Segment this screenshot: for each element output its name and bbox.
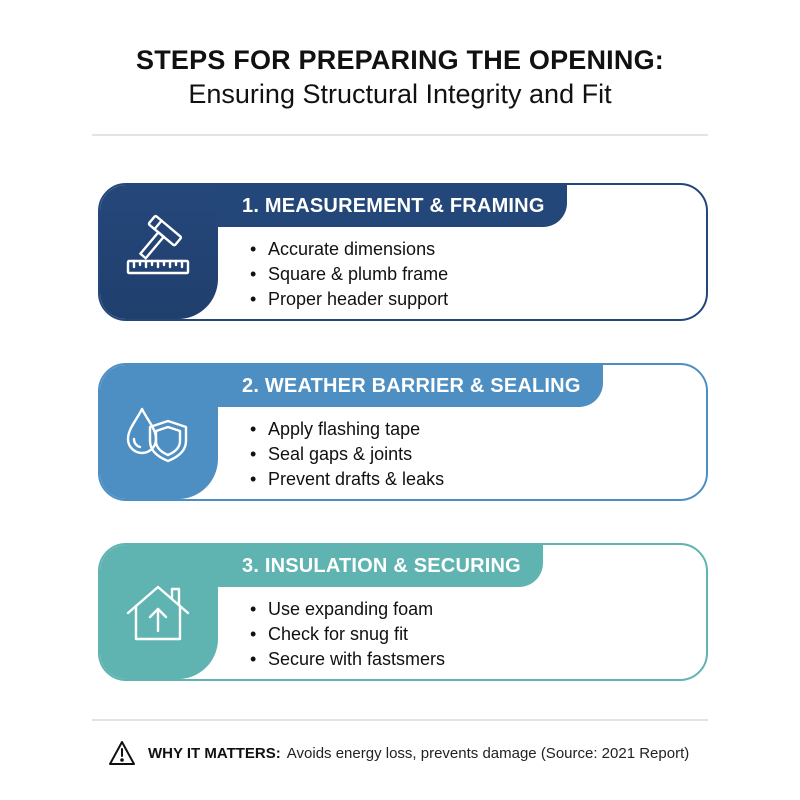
step-title: 2. WEATHER BARRIER & SEALING xyxy=(216,365,603,407)
list-item: • Apply flashing tape xyxy=(250,417,444,442)
list-item: • Seal gaps & joints xyxy=(250,442,444,467)
water-drop-shield-icon xyxy=(122,393,194,469)
step-icon-block xyxy=(100,545,218,679)
step-card-insulation xyxy=(98,543,708,681)
list-item: • Proper header support xyxy=(250,287,448,312)
list-item: • Secure with fastsmers xyxy=(250,647,445,672)
step-icon-block xyxy=(100,185,218,319)
warning-icon xyxy=(108,740,136,766)
footer-note xyxy=(108,738,689,768)
page-header xyxy=(0,44,800,112)
list-item: • Check for snug fit xyxy=(250,622,445,647)
step-title: 3. INSULATION & SECURING xyxy=(216,545,543,587)
step-card-measurement xyxy=(98,183,708,321)
footer-text: Avoids energy loss, prevents damage (Source: 2021 Report) xyxy=(286,744,690,762)
step-bullet-list xyxy=(250,417,444,492)
step-bullet-list xyxy=(250,237,448,312)
footer-label: WHY IT MATTERS: xyxy=(148,744,281,762)
page-subtitle: Ensuring Structural Integrity and Fit xyxy=(188,79,612,109)
hammer-ruler-icon xyxy=(122,213,194,289)
top-divider xyxy=(92,134,708,136)
step-card-weather-barrier xyxy=(98,363,708,501)
list-item: • Prevent drafts & leaks xyxy=(250,467,444,492)
list-item: • Use expanding foam xyxy=(250,597,445,622)
step-icon-block xyxy=(100,365,218,499)
house-arrow-icon xyxy=(122,573,194,649)
list-item: • Square & plumb frame xyxy=(250,262,448,287)
list-item: • Accurate dimensions xyxy=(250,237,448,262)
step-bullet-list xyxy=(250,597,445,672)
step-title: 1. MEASUREMENT & FRAMING xyxy=(216,185,567,227)
bottom-divider xyxy=(92,719,708,721)
page-title: STEPS FOR PREPARING THE OPENING: xyxy=(136,45,664,75)
